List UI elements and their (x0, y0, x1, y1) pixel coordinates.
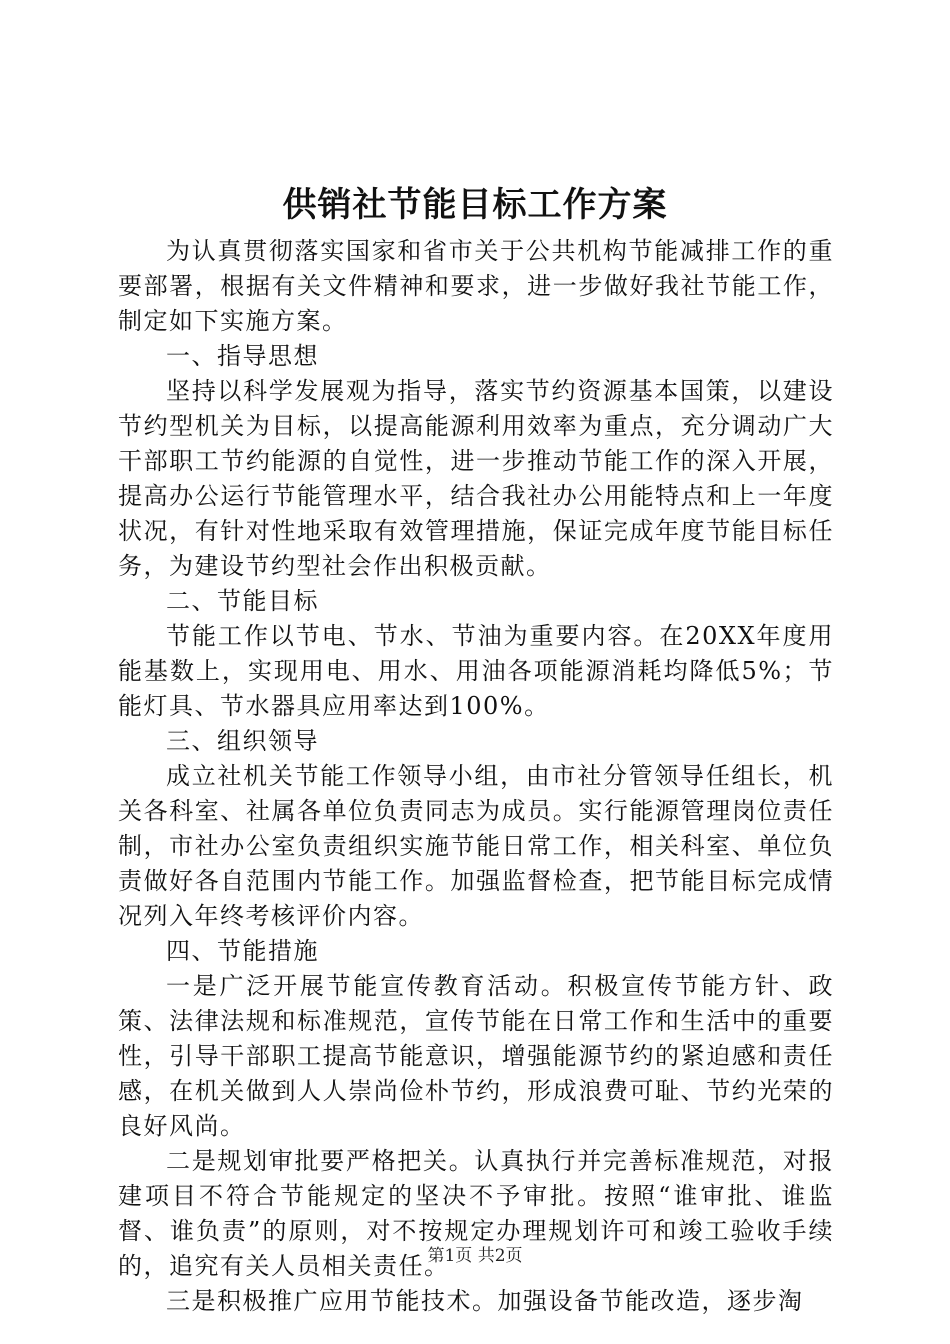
section-heading-measures: 四、节能措施 (166, 937, 319, 965)
document-body (118, 234, 834, 1319)
paragraph-measure-three: 三是积极推广应用节能技术。加强设备节能改造，逐步淘 (166, 1287, 804, 1315)
section-heading-guiding-ideology: 一、指导思想 (166, 342, 319, 370)
page-number-footer: 第1页 共2页 (427, 1246, 523, 1266)
paragraph-energy-targets: 节能工作以节电、节水、节油为重要内容。在20XX年度用能基数上，实现用电、用水、用油各项能源消耗均降低5%；节能灯具、节水器具应用率达到100%。 (118, 622, 834, 720)
paragraph-organization: 成立社机关节能工作领导小组，由市社分管领导任组长，机关各科室、社属各单位负责同志为成员。实行能源管理岗位责任制，市社办公室负责组织实施节能日常工作，相关科室、单位负责做好各自范围内节能工作。加强监督检查，把节能目标完成情况列入年终考核评价内容。 (118, 762, 834, 930)
paragraph-intro: 为认真贯彻落实国家和省市关于公共机构节能减排工作的重要部署，根据有关文件精神和要求，进一步做好我社节能工作，制定如下实施方案。 (118, 237, 834, 335)
section-heading-organization: 三、组织领导 (166, 727, 319, 755)
paragraph-measure-one: 一是广泛开展节能宣传教育活动。积极宣传节能方针、政策、法律法规和标准规范，宣传节能在日常工作和生活中的重要性，引导干部职工提高节能意识，增强能源节约的紧迫感和责任感，在机关做到人人崇尚俭朴节约，形成浪费可耻、节约光荣的良好风尚。 (118, 972, 834, 1140)
paragraph-guiding-ideology: 坚持以科学发展观为指导，落实节约资源基本国策，以建设节约型机关为目标，以提高能源利用效率为重点，充分调动广大干部职工节约能源的自觉性，进一步推动节能工作的深入开展，提高办公运行节能管理水平，结合我社办公用能特点和上一年度状况，有针对性地采取有效管理措施，保证完成年度节能目标任务，为建设节约型社会作出积极贡献。 (118, 377, 834, 580)
paragraph-measure-two: 二是规划审批要严格把关。认真执行并完善标准规范，对报建项目不符合节能规定的坚决不予审批。按照“谁审批、谁监督、谁负责”的原则，对不按规定办理规划许可和竣工验收手续的，追究有关人员相关责任。 (118, 1147, 834, 1280)
section-heading-energy-targets: 二、节能目标 (166, 587, 319, 615)
document-title: 供销社节能目标工作方案 (282, 185, 668, 225)
